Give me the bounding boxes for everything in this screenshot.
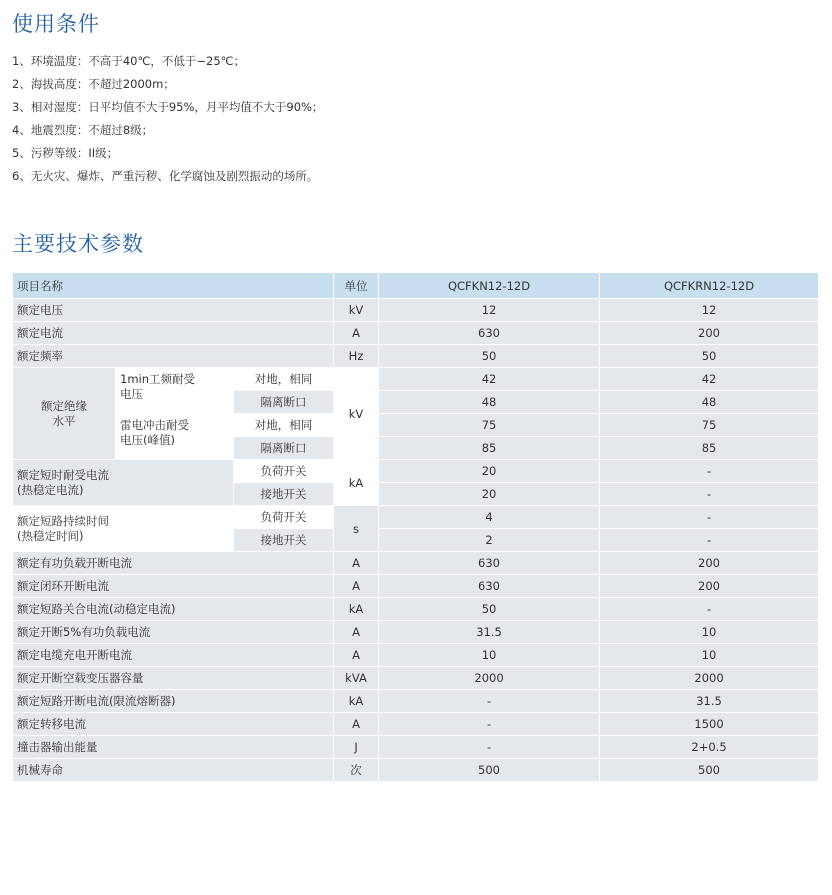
lightning-label-line2: 电压(峰值) <box>120 433 175 447</box>
row-value-1: 75 <box>379 414 600 437</box>
row-name: 机械寿命 <box>13 759 334 782</box>
row-value-1: 12 <box>379 299 600 322</box>
table-row <box>13 759 819 782</box>
short-time-label-line2: (热稳定电流) <box>17 482 84 497</box>
row-unit: A <box>334 621 379 644</box>
table-row <box>13 506 819 529</box>
row-kind: 接地开关 <box>234 483 334 506</box>
row-unit: A <box>334 552 379 575</box>
row-value-1: 20 <box>379 460 600 483</box>
table-row <box>13 713 819 736</box>
table-row <box>13 345 819 368</box>
row-kind: 隔离断口 <box>234 391 334 414</box>
row-kind: 对地，相同 <box>234 414 334 437</box>
row-unit: kA <box>334 460 379 506</box>
row-value-2: 1500 <box>600 713 819 736</box>
short-time-label <box>13 460 234 506</box>
row-value-2: 2000 <box>600 667 819 690</box>
row-value-2: - <box>600 598 819 621</box>
row-value-2: 31.5 <box>600 690 819 713</box>
table-header-row <box>13 273 819 299</box>
conditions-list <box>12 50 323 188</box>
row-value-1: 20 <box>379 483 600 506</box>
table-row <box>13 460 819 483</box>
condition-item: 1、环境温度：不高于40℃，不低于−25℃； <box>12 54 246 68</box>
power-freq-label-line2: 电压 <box>120 387 143 401</box>
table-row <box>13 667 819 690</box>
row-value-1: 48 <box>379 391 600 414</box>
row-unit: A <box>334 575 379 598</box>
header-model-2: QCFKRN12-12D <box>600 273 819 299</box>
duration-label-line1: 额定短路持续时间 <box>17 513 109 528</box>
insulation-label-line1: 额定绝缘 <box>41 398 87 413</box>
row-unit: 次 <box>334 759 379 782</box>
row-unit: kVA <box>334 667 379 690</box>
row-kind: 负荷开关 <box>234 460 334 483</box>
row-name: 额定转移电流 <box>13 713 334 736</box>
row-value-1: 630 <box>379 552 600 575</box>
table-row <box>13 575 819 598</box>
row-value-2: - <box>600 529 819 552</box>
row-value-2: - <box>600 506 819 529</box>
table-row <box>13 414 819 437</box>
row-value-2: 85 <box>600 437 819 460</box>
row-value-2: 2+0.5 <box>600 736 819 759</box>
row-value-1: 31.5 <box>379 621 600 644</box>
row-name: 额定开断5%有功负载电流 <box>13 621 334 644</box>
table-row <box>13 644 819 667</box>
row-unit: kA <box>334 598 379 621</box>
header-model-1: QCFKN12-12D <box>379 273 600 299</box>
row-value-1: - <box>379 690 600 713</box>
specs-table <box>12 272 819 782</box>
row-value-1: 42 <box>379 368 600 391</box>
row-value-2: 500 <box>600 759 819 782</box>
row-name: 额定有功负载开断电流 <box>13 552 334 575</box>
row-value-2: - <box>600 483 819 506</box>
table-row <box>13 621 819 644</box>
row-unit: kV <box>334 299 379 322</box>
row-name: 额定电压 <box>13 299 334 322</box>
table-row <box>13 736 819 759</box>
row-value-1: 2 <box>379 529 600 552</box>
condition-item: 4、地震烈度：不超过8级； <box>12 123 154 137</box>
table-row <box>13 552 819 575</box>
row-name: 额定开断空载变压器容量 <box>13 667 334 690</box>
row-kind: 对地，相同 <box>234 368 334 391</box>
condition-item: 6、无火灾、爆炸、严重污秽、化学腐蚀及剧烈振动的场所。 <box>12 169 319 183</box>
row-value-2: 42 <box>600 368 819 391</box>
row-unit: A <box>334 322 379 345</box>
condition-item: 5、污秽等级：II级； <box>12 146 119 160</box>
row-value-1: 630 <box>379 322 600 345</box>
row-name: 额定闭环开断电流 <box>13 575 334 598</box>
row-unit: kA <box>334 690 379 713</box>
row-value-1: - <box>379 736 600 759</box>
row-unit: kV <box>334 368 379 460</box>
duration-label-line2: (热稳定时间) <box>17 528 84 543</box>
row-unit: Hz <box>334 345 379 368</box>
table-row <box>13 299 819 322</box>
row-name: 额定短路关合电流(动稳定电流) <box>13 598 334 621</box>
insulation-label <box>13 368 116 460</box>
table-row <box>13 690 819 713</box>
row-kind: 隔离断口 <box>234 437 334 460</box>
row-unit: A <box>334 713 379 736</box>
row-value-1: 500 <box>379 759 600 782</box>
header-unit: 单位 <box>334 273 379 299</box>
lightning-label-line1: 雷电冲击耐受 <box>120 418 189 432</box>
row-value-2: 200 <box>600 322 819 345</box>
power-freq-label-line1: 1min工频耐受 <box>120 372 196 386</box>
row-unit: J <box>334 736 379 759</box>
row-value-2: 50 <box>600 345 819 368</box>
power-freq-label <box>116 368 234 414</box>
row-value-1: 50 <box>379 345 600 368</box>
condition-item: 3、相对湿度：日平均值不大于95%，月平均值不大于90%； <box>12 100 324 114</box>
row-unit: s <box>334 506 379 552</box>
row-value-1: 85 <box>379 437 600 460</box>
row-name: 额定电流 <box>13 322 334 345</box>
row-value-1: 2000 <box>379 667 600 690</box>
table-row <box>13 598 819 621</box>
row-value-2: 10 <box>600 644 819 667</box>
table-row <box>13 368 819 391</box>
row-kind: 接地开关 <box>234 529 334 552</box>
row-value-2: 10 <box>600 621 819 644</box>
row-value-2: - <box>600 460 819 483</box>
row-value-1: 50 <box>379 598 600 621</box>
row-value-2: 200 <box>600 575 819 598</box>
row-value-2: 48 <box>600 391 819 414</box>
conditions-title: 使用条件 <box>12 12 100 36</box>
duration-label <box>13 506 234 552</box>
row-name: 额定频率 <box>13 345 334 368</box>
row-value-1: 630 <box>379 575 600 598</box>
row-name: 撞击器输出能量 <box>13 736 334 759</box>
header-item-name: 项目名称 <box>13 273 334 299</box>
row-name: 额定电缆充电开断电流 <box>13 644 334 667</box>
row-kind: 负荷开关 <box>234 506 334 529</box>
condition-item: 2、海拔高度：不超过2000m； <box>12 77 175 91</box>
insulation-label-line2: 水平 <box>52 413 76 428</box>
row-unit: A <box>334 644 379 667</box>
row-value-1: 4 <box>379 506 600 529</box>
row-value-2: 200 <box>600 552 819 575</box>
row-value-2: 75 <box>600 414 819 437</box>
lightning-label <box>116 414 234 460</box>
short-time-label-line1: 额定短时耐受电流 <box>17 467 109 482</box>
row-value-1: 10 <box>379 644 600 667</box>
table-row <box>13 322 819 345</box>
specs-title: 主要技术参数 <box>12 232 144 256</box>
row-name: 额定短路开断电流(限流熔断器) <box>13 690 334 713</box>
row-value-1: - <box>379 713 600 736</box>
row-value-2: 12 <box>600 299 819 322</box>
